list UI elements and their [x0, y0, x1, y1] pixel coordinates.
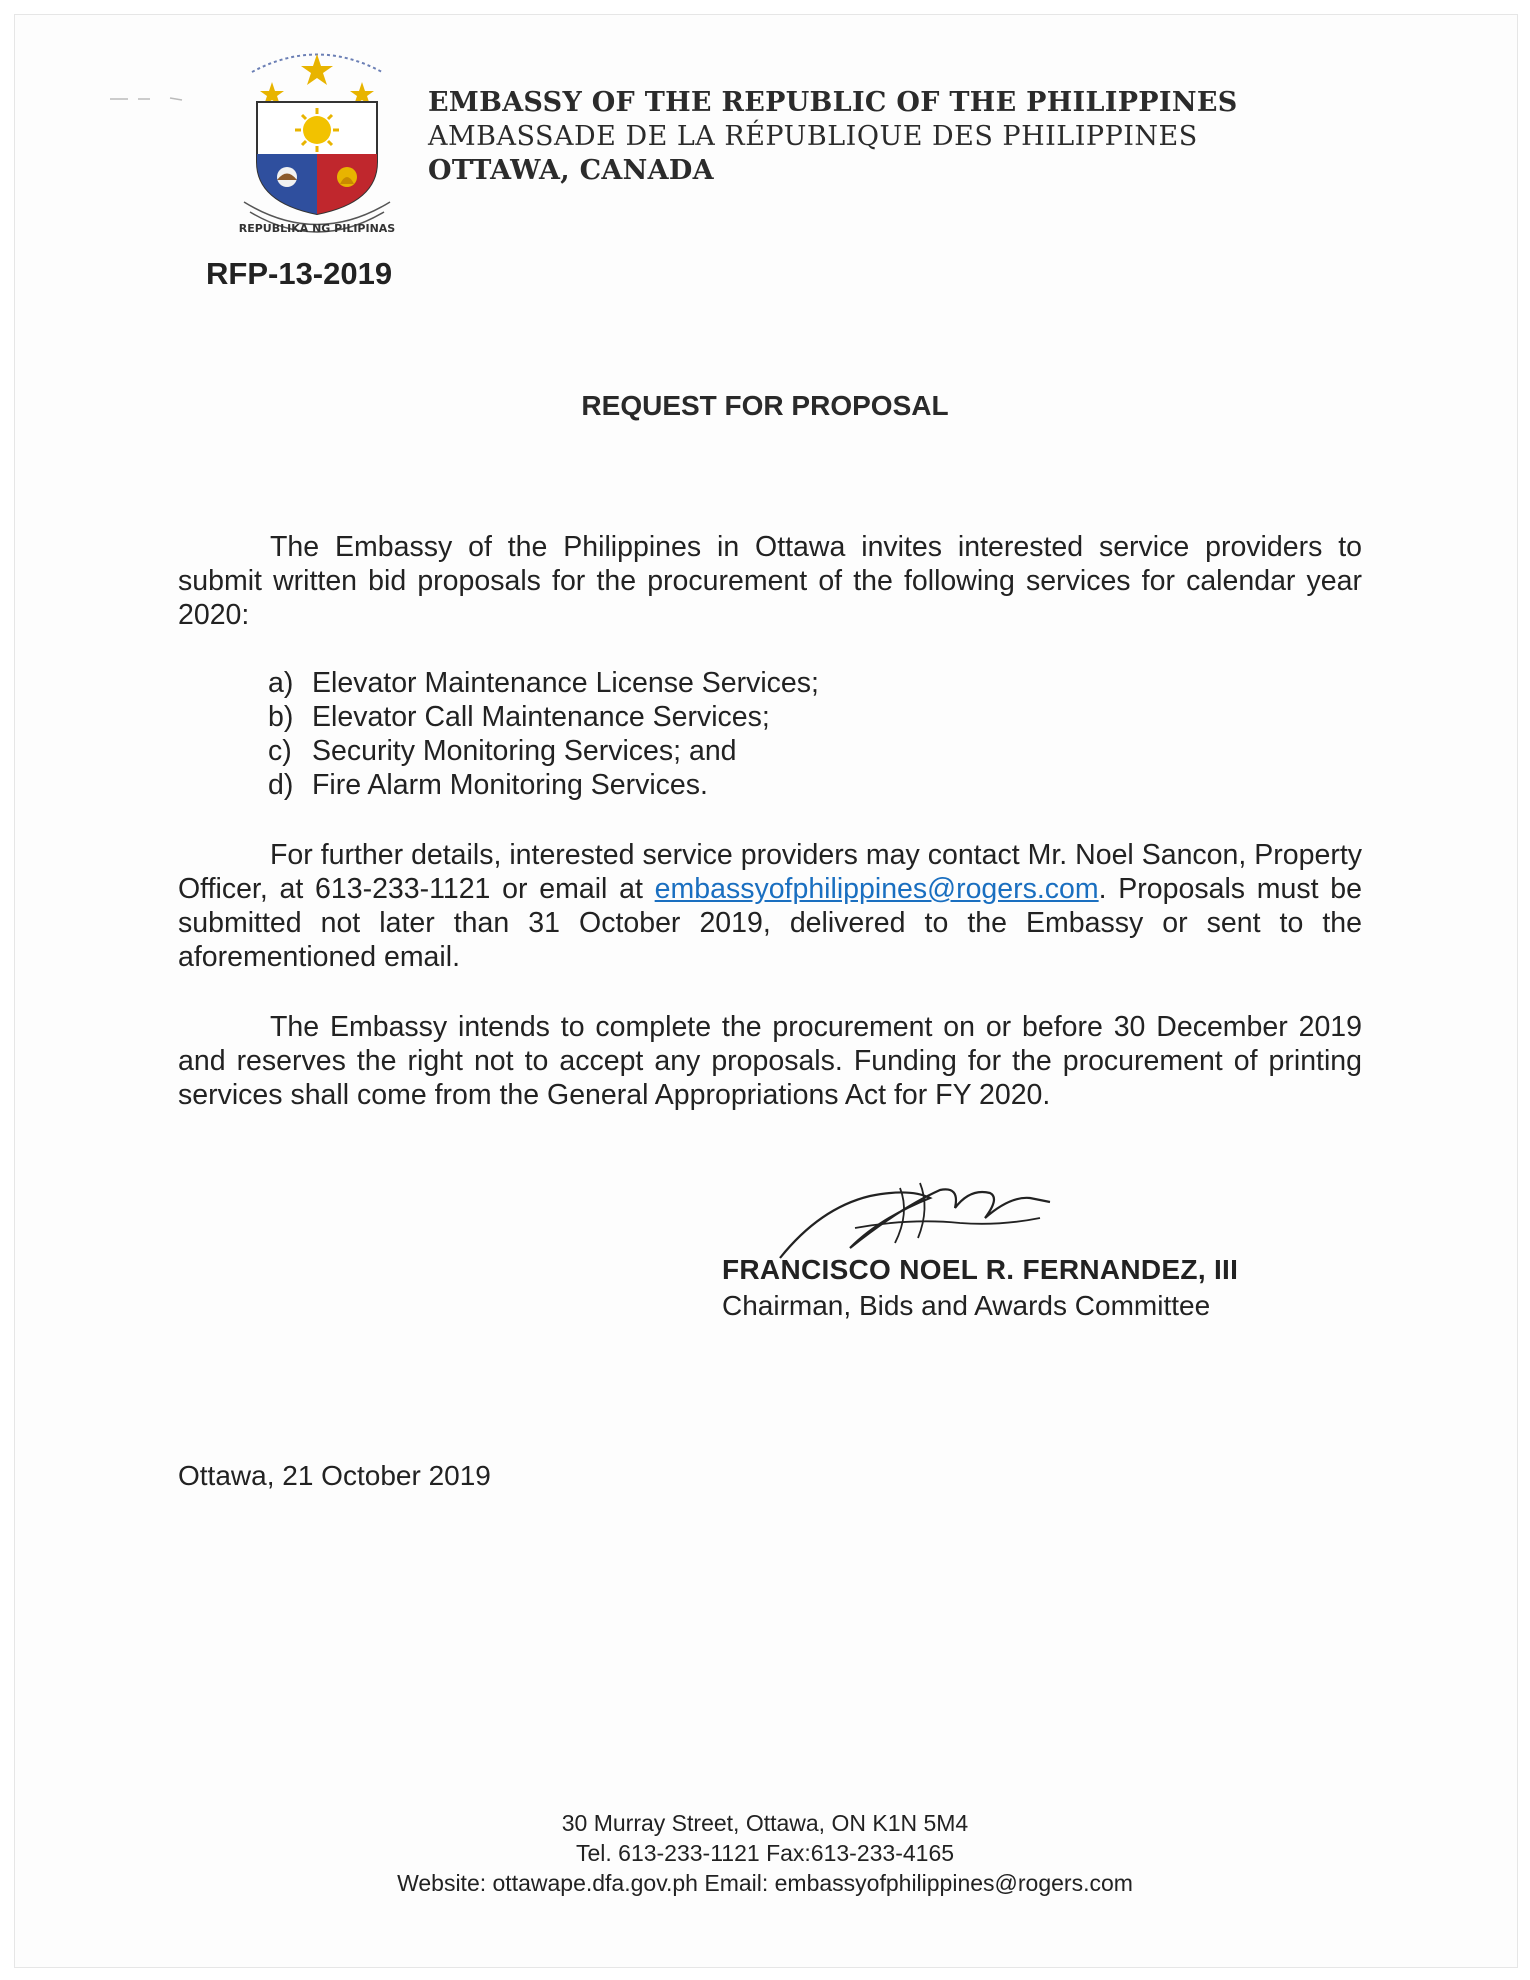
service-text: Security Monitoring Services; and — [312, 735, 737, 767]
list-marker: d) — [268, 769, 294, 801]
service-text: Fire Alarm Monitoring Services. — [312, 769, 708, 801]
signer-title: Chairman, Bids and Awards Committee — [722, 1290, 1211, 1321]
svg-text:REPUBLIKA NG PILIPINAS: REPUBLIKA NG PILIPINAS — [238, 222, 396, 235]
scan-artifact — [110, 96, 200, 102]
paragraph-funding: The Embassy intends to complete the procurement on or before 30 December 2019 and reserves the right not to accept any proposals. Funding for the procurement of printing services shall come from the General Appropriations Act for FY 2020. — [178, 1011, 1362, 1111]
list-item — [268, 734, 819, 768]
letterhead-english: EMBASSY OF THE REPUBLIC OF THE PHILIPPINES — [428, 87, 1238, 118]
list-marker: b) — [268, 701, 294, 733]
footer-phone: Tel. 613-233-1121 Fax:613-233-4165 — [575, 1840, 955, 1866]
philippine-coat-of-arms-icon — [232, 42, 402, 242]
document-title: REQUEST FOR PROPOSAL — [581, 390, 949, 421]
letterhead-french: AMBASSADE DE LA RÉPUBLIQUE DES PHILIPPINES — [428, 121, 1198, 152]
letterhead — [428, 86, 1238, 188]
document-date: Ottawa, 21 October 2019 — [178, 1460, 491, 1491]
footer — [0, 1808, 1530, 1898]
services-list — [268, 666, 819, 802]
service-text: Elevator Maintenance License Services; — [312, 667, 819, 699]
list-item — [268, 700, 819, 734]
reference-number: RFP-13-2019 — [206, 256, 393, 291]
list-marker: c) — [268, 735, 292, 767]
footer-web: Website: ottawape.dfa.gov.ph Email: embassyofphilippines@rogers.com — [397, 1870, 1133, 1896]
paragraph-contact — [178, 838, 1362, 974]
service-text: Elevator Call Maintenance Services; — [312, 701, 770, 733]
list-marker: a) — [268, 667, 294, 699]
paragraph-intro: The Embassy of the Philippines in Ottawa invites interested service providers to submit written bid proposals for the procurement of the following services for calendar year 2020: — [178, 531, 1362, 631]
email-link[interactable]: embassyofphilippines@rogers.com — [654, 873, 1099, 905]
list-item — [268, 666, 819, 700]
list-item — [268, 768, 819, 802]
signer-name: FRANCISCO NOEL R. FERNANDEZ, III — [722, 1254, 1239, 1285]
letterhead-location: OTTAWA, CANADA — [428, 155, 714, 186]
contact-text: For further details, interested service providers may contact Mr. Noel Sancon, Property Officer, at 613-233-1121 or email at — [178, 839, 1362, 905]
deadline-text: . Proposals must be submitted not later than 31 October 2019, delivered to the Embassy or sent to the aforementioned email. — [178, 873, 1363, 973]
footer-address: 30 Murray Street, Ottawa, ON K1N 5M4 — [561, 1810, 969, 1836]
signer-block — [722, 1252, 1238, 1324]
document-page — [14, 14, 1518, 1968]
